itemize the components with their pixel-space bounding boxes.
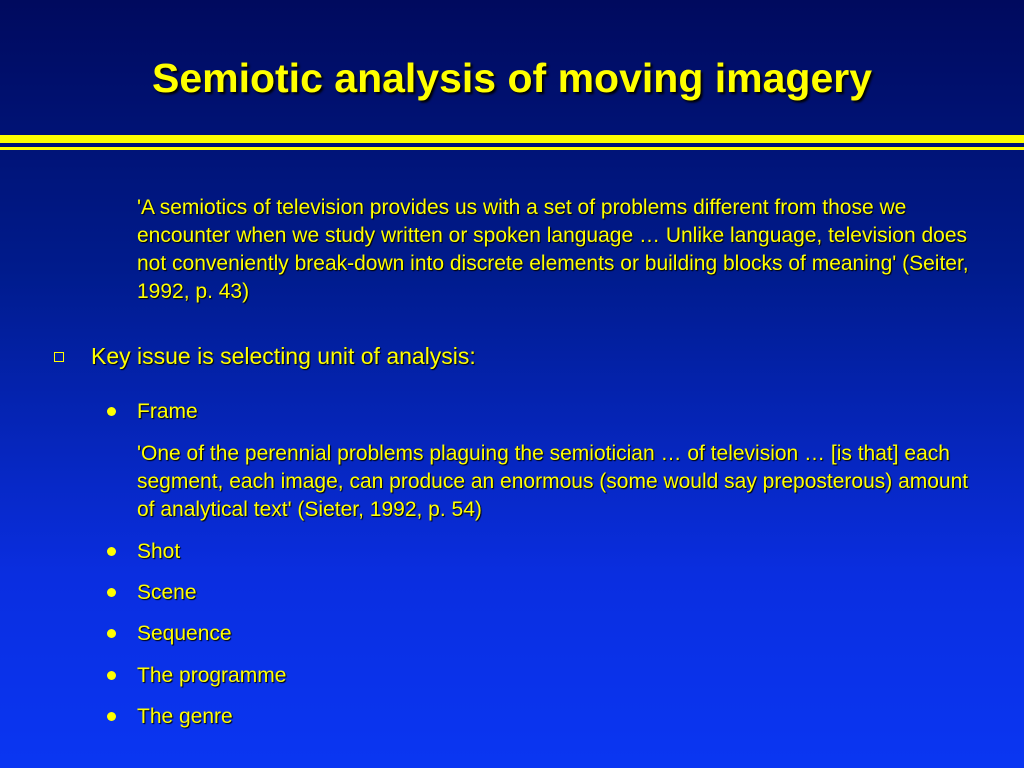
- list-item-label: The genre: [137, 705, 233, 728]
- list-item-label: Sequence: [137, 622, 232, 645]
- filled-circle-bullet-icon: [107, 712, 116, 721]
- title-rule-thick: [0, 135, 1024, 143]
- sieter-quote: 'One of the perennial problems plaguing the semiotician … of television … [is that] each segment, each image, can produce an enormous (some would say preposterous) amount of analytical text' (Sieter, 1992, p. 54): [137, 442, 969, 521]
- list-item-label: The programme: [137, 664, 287, 687]
- slide-title: Semiotic analysis of moving imagery: [151, 55, 873, 101]
- filled-circle-bullet-icon: [107, 671, 116, 680]
- seiter-quote: 'A semiotics of television provides us with a set of problems different from those we encounter when we study written or spoken language … Unlike language, television does not conveniently break-down into discrete elements or building blocks of meaning' (Seiter, 1992, p. 43): [137, 196, 969, 303]
- filled-circle-bullet-icon: [107, 547, 116, 556]
- list-item-label: Frame: [137, 400, 198, 423]
- filled-circle-bullet-icon: [107, 629, 116, 638]
- list-item-label: Scene: [137, 581, 197, 604]
- hollow-square-bullet-icon: [54, 352, 64, 362]
- key-issue-text: Key issue is selecting unit of analysis:: [91, 343, 476, 369]
- filled-circle-bullet-icon: [107, 588, 116, 597]
- list-item-label: Shot: [137, 540, 181, 563]
- filled-circle-bullet-icon: [107, 407, 116, 416]
- title-rule-thin: [0, 147, 1024, 150]
